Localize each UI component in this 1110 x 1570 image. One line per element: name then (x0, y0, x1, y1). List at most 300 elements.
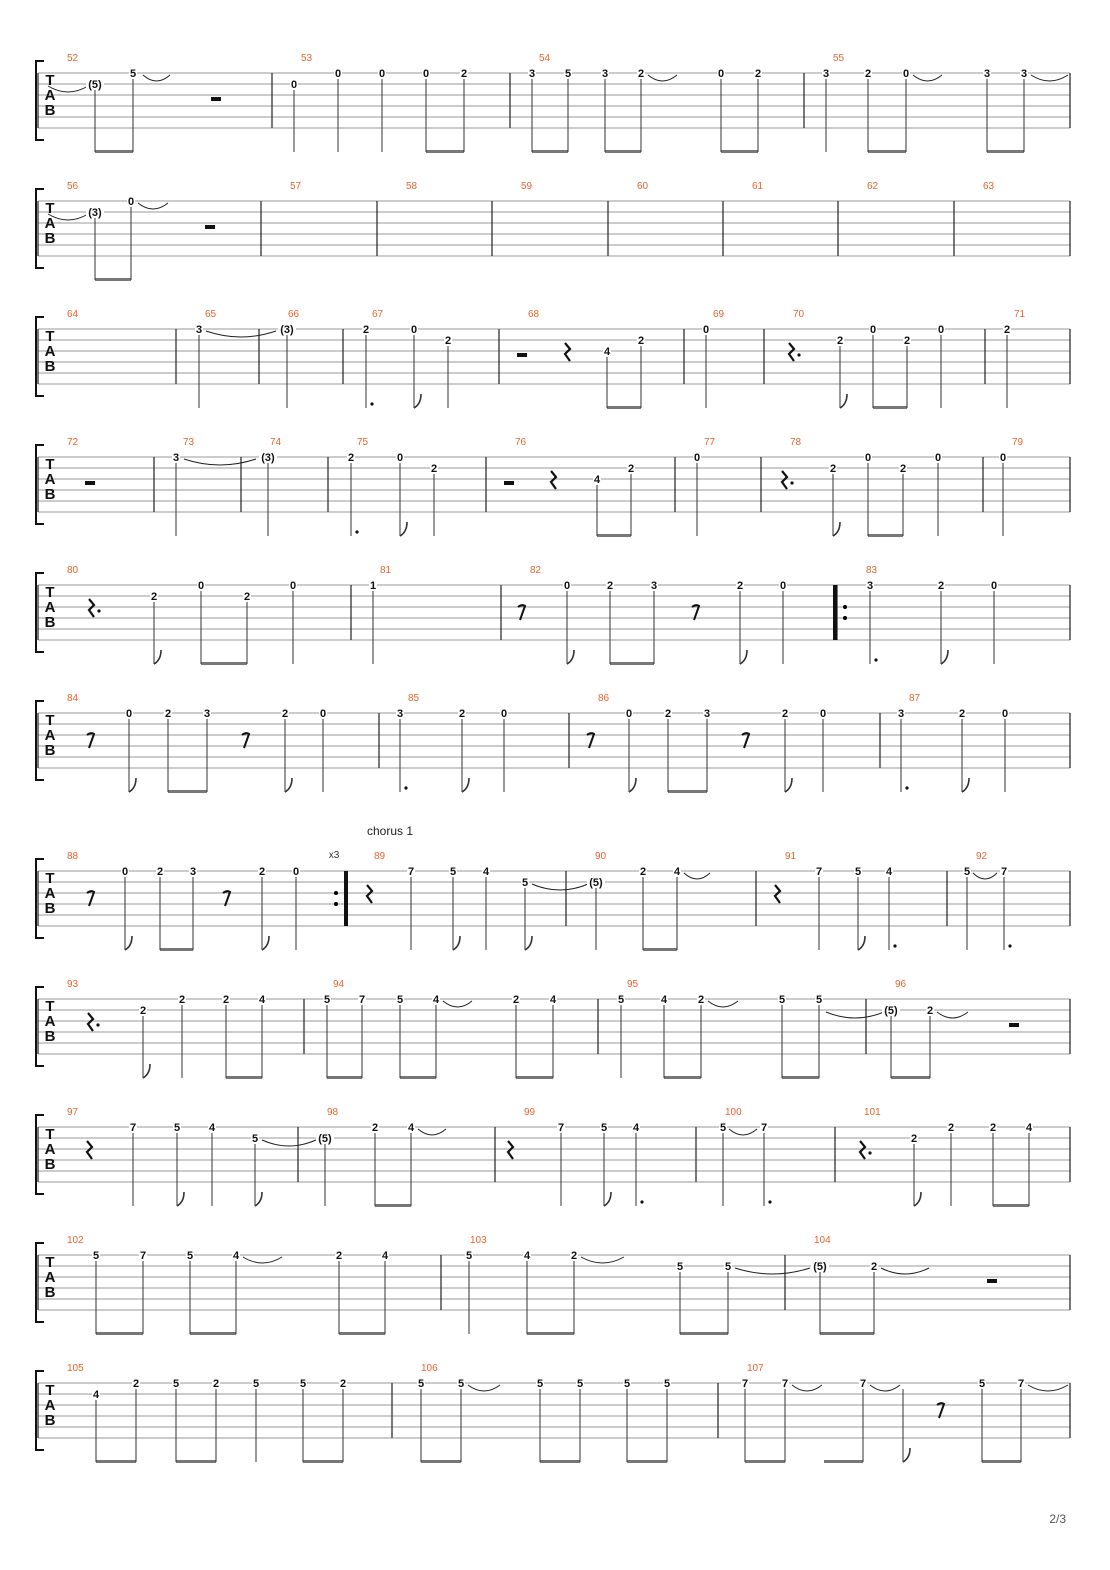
measure-number: 95 (627, 979, 639, 990)
staff-system (36, 693, 1070, 793)
fret-number: 7 (781, 1378, 789, 1390)
duration-dot (893, 944, 896, 947)
fret-number: 7 (815, 866, 823, 878)
repeat-dot (843, 616, 847, 620)
measure-number: 90 (595, 851, 607, 862)
fret-number: 0 (319, 708, 327, 720)
staff-system (36, 1363, 1070, 1463)
half-rest (1009, 1023, 1019, 1027)
note-flag (525, 936, 532, 950)
measure-number: 52 (67, 53, 79, 64)
beam (375, 1204, 411, 1207)
fret-number: 3 (897, 708, 905, 720)
fret-number: 3 (650, 580, 658, 592)
measure-number: 56 (67, 181, 79, 192)
measure-number: 82 (530, 565, 542, 576)
quarter-rest (89, 599, 94, 617)
duration-dot (768, 1200, 771, 1203)
beam (993, 1204, 1029, 1207)
repeat-dot (334, 891, 338, 895)
note-flag (125, 936, 132, 950)
tie (1031, 75, 1068, 81)
rest-dot (97, 609, 100, 612)
fret-number: 2 (512, 994, 520, 1006)
half-rest (205, 225, 215, 229)
tie (684, 873, 710, 879)
measure-number: 64 (67, 309, 79, 320)
note-flag (285, 778, 292, 792)
fret-number: 0 (125, 708, 133, 720)
fret-number: 5 (576, 1378, 584, 1390)
tab-clef-letter: A (44, 599, 56, 616)
fret-number: 4 (381, 1250, 389, 1262)
fret-number: 3 (528, 68, 536, 80)
measure-number: 72 (67, 437, 79, 448)
fret-number: 2 (444, 335, 452, 347)
fret-number: 0 (500, 708, 508, 720)
quarter-rest (565, 343, 570, 361)
measure-number: 96 (895, 979, 907, 990)
fret-number: 4 (549, 994, 557, 1006)
tab-clef-letter: A (44, 1013, 56, 1030)
tie (532, 884, 588, 890)
tab-clef-letter: B (44, 358, 56, 375)
tie (1028, 1385, 1068, 1391)
fret-number: 2 (781, 708, 789, 720)
fret-number: 5 (323, 994, 331, 1006)
fret-number: 4 (258, 994, 266, 1006)
beam (610, 662, 654, 665)
fret-number: 7 (407, 866, 415, 878)
fret-number: (5) (318, 1133, 332, 1145)
fret-number: 2 (989, 1122, 997, 1134)
fret-number: 4 (407, 1122, 415, 1134)
fret-number: 4 (482, 866, 490, 878)
measure-number: 71 (1014, 309, 1026, 320)
fret-number: 2 (899, 463, 907, 475)
tab-clef-letter: T (45, 998, 55, 1015)
fret-number: 5 (600, 1122, 608, 1134)
fret-number: 7 (557, 1122, 565, 1134)
rest-dot (797, 353, 800, 356)
fret-number: 0 (396, 452, 404, 464)
fret-number: 7 (358, 994, 366, 1006)
beam (982, 1460, 1021, 1463)
beam (868, 150, 906, 153)
quarter-rest (551, 471, 556, 489)
tab-clef-letter: T (45, 1126, 55, 1143)
half-rest (517, 353, 527, 357)
tie (206, 331, 276, 337)
fret-number: 5 (617, 994, 625, 1006)
fret-number: 0 (290, 79, 298, 91)
fret-number: 2 (903, 335, 911, 347)
fret-number: (3) (280, 324, 294, 336)
chorus-label: chorus 1 (366, 824, 414, 838)
beam (327, 1076, 362, 1079)
beam (820, 1332, 874, 1335)
fret-number: 2 (926, 1005, 934, 1017)
tie (262, 1140, 316, 1146)
fret-number: (5) (884, 1005, 898, 1017)
fret-number: 0 (378, 68, 386, 80)
tie (184, 459, 256, 465)
tie (735, 1268, 810, 1274)
fret-number: 0 (779, 580, 787, 592)
fret-number: (5) (813, 1261, 827, 1273)
measure-number: 86 (598, 693, 610, 704)
beam (168, 790, 207, 793)
tab-clef-letter: B (44, 614, 56, 631)
fret-number: 4 (603, 346, 611, 358)
beam (527, 1332, 574, 1335)
fret-number: 2 (347, 452, 355, 464)
measure-number: 67 (372, 309, 384, 320)
tie (870, 1385, 900, 1391)
tie (881, 1268, 929, 1274)
fret-number: 0 (864, 452, 872, 464)
note-flag (154, 650, 161, 664)
measure-number: 76 (515, 437, 527, 448)
beam (95, 278, 131, 281)
measure-number: 61 (752, 181, 764, 192)
beam (987, 150, 1024, 153)
measure-number: 106 (421, 1363, 438, 1374)
fret-number: 0 (121, 866, 129, 878)
note-flag (740, 650, 747, 664)
fret-number: 0 (869, 324, 877, 336)
tab-clef-letter: T (45, 72, 55, 89)
note-flag (567, 650, 574, 664)
fret-number: 5 (457, 1378, 465, 1390)
quarter-rest (367, 885, 372, 903)
beam (421, 1460, 461, 1463)
tab-clef-letter: B (44, 742, 56, 759)
fret-number: 4 (593, 474, 601, 486)
fret-number: 5 (854, 866, 862, 878)
measure-number: 100 (725, 1107, 742, 1118)
fret-number: 0 (717, 68, 725, 80)
measure-number: 87 (909, 693, 921, 704)
tab-clef-letter: B (44, 230, 56, 247)
beam (605, 150, 641, 153)
staff-system (36, 851, 1070, 951)
tie (143, 75, 170, 81)
duration-dot (905, 786, 908, 789)
fret-number: 2 (864, 68, 872, 80)
fret-number: 2 (335, 1250, 343, 1262)
fret-number: (5) (88, 79, 102, 91)
quarter-rest (789, 343, 794, 361)
fret-number: 4 (632, 1122, 640, 1134)
duration-dot (355, 530, 358, 533)
measure-number: 65 (205, 309, 217, 320)
measure-number: 84 (67, 693, 79, 704)
fret-number: 5 (417, 1378, 425, 1390)
fret-number: 2 (910, 1133, 918, 1145)
fret-number: 3 (601, 68, 609, 80)
tie (581, 1257, 624, 1263)
tie (913, 75, 942, 81)
tab-clef-letter: A (44, 885, 56, 902)
fret-number: 2 (664, 708, 672, 720)
beam (96, 1460, 136, 1463)
fret-number: 4 (232, 1250, 240, 1262)
note-flag (177, 1192, 184, 1206)
fret-number: 3 (203, 708, 211, 720)
tie (729, 1129, 757, 1135)
quarter-rest (775, 885, 780, 903)
beam (226, 1076, 262, 1079)
measure-number: 60 (637, 181, 649, 192)
fret-number: 5 (663, 1378, 671, 1390)
fret-number: 4 (208, 1122, 216, 1134)
fret-number: (3) (261, 452, 275, 464)
note-flag (400, 522, 407, 536)
repeat-dot (843, 605, 847, 609)
measure-number: 105 (67, 1363, 84, 1374)
staff-system (36, 979, 1070, 1079)
tab-clef-letter: T (45, 1382, 55, 1399)
fret-number: 0 (289, 580, 297, 592)
staff-system (36, 1235, 1070, 1335)
staff-system (36, 181, 1070, 281)
beam (643, 948, 677, 951)
fret-number: 4 (432, 994, 440, 1006)
measure-number: 83 (866, 565, 878, 576)
fret-number: 2 (339, 1378, 347, 1390)
measure-number: 79 (1012, 437, 1024, 448)
fret-number: 2 (371, 1122, 379, 1134)
fret-number: 4 (523, 1250, 531, 1262)
fret-number: 0 (292, 866, 300, 878)
fret-number: 5 (129, 68, 137, 80)
beam (597, 534, 631, 537)
note-flag (453, 936, 460, 950)
fret-number: 2 (947, 1122, 955, 1134)
tab-clef-letter: B (44, 486, 56, 503)
fret-number: 5 (564, 68, 572, 80)
note-flag (833, 522, 840, 536)
fret-number: 7 (139, 1250, 147, 1262)
tab-clef-letter: A (44, 343, 56, 360)
tab-clef-letter: A (44, 1269, 56, 1286)
measure-number: 93 (67, 979, 79, 990)
fret-number: 2 (178, 994, 186, 1006)
measure-number: 54 (539, 53, 551, 64)
quarter-rest (782, 471, 787, 489)
fret-number: 2 (139, 1005, 147, 1017)
fret-number: 0 (819, 708, 827, 720)
fret-number: 2 (870, 1261, 878, 1273)
fret-number: 0 (422, 68, 430, 80)
tab-clef-letter: B (44, 900, 56, 917)
fret-number: 5 (92, 1250, 100, 1262)
measure-number: 75 (357, 437, 369, 448)
note-flag (262, 936, 269, 950)
beam (627, 1460, 667, 1463)
fret-number: 5 (978, 1378, 986, 1390)
fret-number: 3 (172, 452, 180, 464)
fret-number: 2 (222, 994, 230, 1006)
fret-number: 2 (458, 708, 466, 720)
duration-dot (874, 658, 877, 661)
fret-number: 0 (934, 452, 942, 464)
measure-number: 73 (183, 437, 195, 448)
fret-number: 5 (724, 1261, 732, 1273)
fret-number: 7 (1000, 866, 1008, 878)
beam (96, 1332, 143, 1335)
duration-dot (404, 786, 407, 789)
tab-clef-letter: T (45, 1254, 55, 1271)
note-flag (129, 778, 136, 792)
half-rest (85, 481, 95, 485)
fret-number: (3) (88, 207, 102, 219)
fret-number: 5 (623, 1378, 631, 1390)
tab-clef-letter: B (44, 102, 56, 119)
tab-clef-letter: A (44, 471, 56, 488)
measure-number: 97 (67, 1107, 79, 1118)
fret-number: 0 (1001, 708, 1009, 720)
fret-number: 2 (164, 708, 172, 720)
beam (782, 1076, 819, 1079)
fret-number: 4 (1025, 1122, 1033, 1134)
note-flag (462, 778, 469, 792)
fret-number: 3 (1020, 68, 1028, 80)
fret-number: 5 (252, 1378, 260, 1390)
tab-clef-letter: T (45, 870, 55, 887)
fret-number: 5 (251, 1133, 259, 1145)
page-number: 2/3 (1049, 1512, 1066, 1526)
rest-dot (868, 1151, 871, 1154)
fret-number: 5 (172, 1378, 180, 1390)
fret-number: 7 (1017, 1378, 1025, 1390)
fret-number: 2 (754, 68, 762, 80)
measure-number: 102 (67, 1235, 84, 1246)
fret-number: 1 (369, 580, 377, 592)
note-flag (941, 650, 948, 664)
fret-number: 0 (563, 580, 571, 592)
rest-dot (790, 481, 793, 484)
fret-number: 5 (521, 877, 529, 889)
tab-clef-letter: A (44, 215, 56, 232)
fret-number: 3 (195, 324, 203, 336)
tie (792, 1385, 822, 1391)
measure-number: 69 (713, 309, 725, 320)
staff-system (36, 309, 1070, 409)
beam (873, 406, 907, 409)
note-flag (414, 394, 421, 408)
systems-layer (36, 53, 1070, 1463)
repeat-count: x3 (328, 850, 340, 861)
tab-clef-letter: B (44, 1156, 56, 1173)
beam (176, 1460, 216, 1463)
note-flag (858, 936, 865, 950)
duration-dot (1008, 944, 1011, 947)
beam (824, 1460, 863, 1463)
measure-number: 78 (790, 437, 802, 448)
measure-number: 104 (814, 1235, 831, 1246)
fret-number: 4 (885, 866, 893, 878)
measure-number: 99 (524, 1107, 536, 1118)
tab-clef-letter: B (44, 1412, 56, 1429)
tab-clef-letter: T (45, 712, 55, 729)
tie (418, 1129, 446, 1135)
beam (868, 534, 903, 537)
fret-number: 4 (660, 994, 668, 1006)
fret-number: 2 (736, 580, 744, 592)
fret-number: 2 (958, 708, 966, 720)
fret-number: 2 (150, 591, 158, 603)
fret-number: 0 (702, 324, 710, 336)
note-flag (785, 778, 792, 792)
fret-number: 7 (760, 1122, 768, 1134)
tie (443, 1001, 472, 1007)
staff-system (36, 1107, 1070, 1207)
tie (648, 75, 677, 81)
fret-number: 2 (1003, 324, 1011, 336)
fret-number: 2 (281, 708, 289, 720)
tab-clef-letter: T (45, 456, 55, 473)
fret-number: 2 (697, 994, 705, 1006)
measure-number: 70 (793, 309, 805, 320)
fret-number: 2 (836, 335, 844, 347)
fret-number: 5 (719, 1122, 727, 1134)
beam (201, 662, 247, 665)
fret-number: 5 (449, 866, 457, 878)
measure-number: 88 (67, 851, 79, 862)
tab-clef-letter: A (44, 1397, 56, 1414)
beam (540, 1460, 580, 1463)
fret-number: 2 (637, 68, 645, 80)
fret-number: 5 (396, 994, 404, 1006)
measure-number: 62 (867, 181, 879, 192)
fret-number: 4 (673, 866, 681, 878)
fret-number: 5 (815, 994, 823, 1006)
note-flag (255, 1192, 262, 1206)
fret-number: 2 (212, 1378, 220, 1390)
tab-clef-letter: A (44, 1141, 56, 1158)
measure-number: 59 (521, 181, 533, 192)
fret-number: 3 (822, 68, 830, 80)
fret-number: 3 (189, 866, 197, 878)
half-rest (504, 481, 514, 485)
measure-number: 74 (270, 437, 282, 448)
measure-number: 81 (380, 565, 392, 576)
tab-clef-letter: T (45, 584, 55, 601)
measure-number: 68 (528, 309, 540, 320)
beam (426, 150, 464, 153)
fret-number: 4 (92, 1389, 100, 1401)
tie (243, 1257, 282, 1263)
measure-number: 98 (327, 1107, 339, 1118)
half-rest (211, 97, 221, 101)
tab-clef-letter: B (44, 1028, 56, 1045)
repeat-dot (334, 902, 338, 906)
beam (532, 150, 568, 153)
staff-system (36, 437, 1070, 537)
measure-number: 58 (406, 181, 418, 192)
tie (826, 1012, 884, 1018)
fret-number: 2 (362, 324, 370, 336)
fret-number: 7 (859, 1378, 867, 1390)
note-flag (914, 1192, 921, 1206)
tab-clef-letter: A (44, 727, 56, 744)
quarter-rest (88, 1013, 93, 1031)
beam (303, 1460, 343, 1463)
fret-number: 7 (129, 1122, 137, 1134)
measure-number: 89 (374, 851, 386, 862)
